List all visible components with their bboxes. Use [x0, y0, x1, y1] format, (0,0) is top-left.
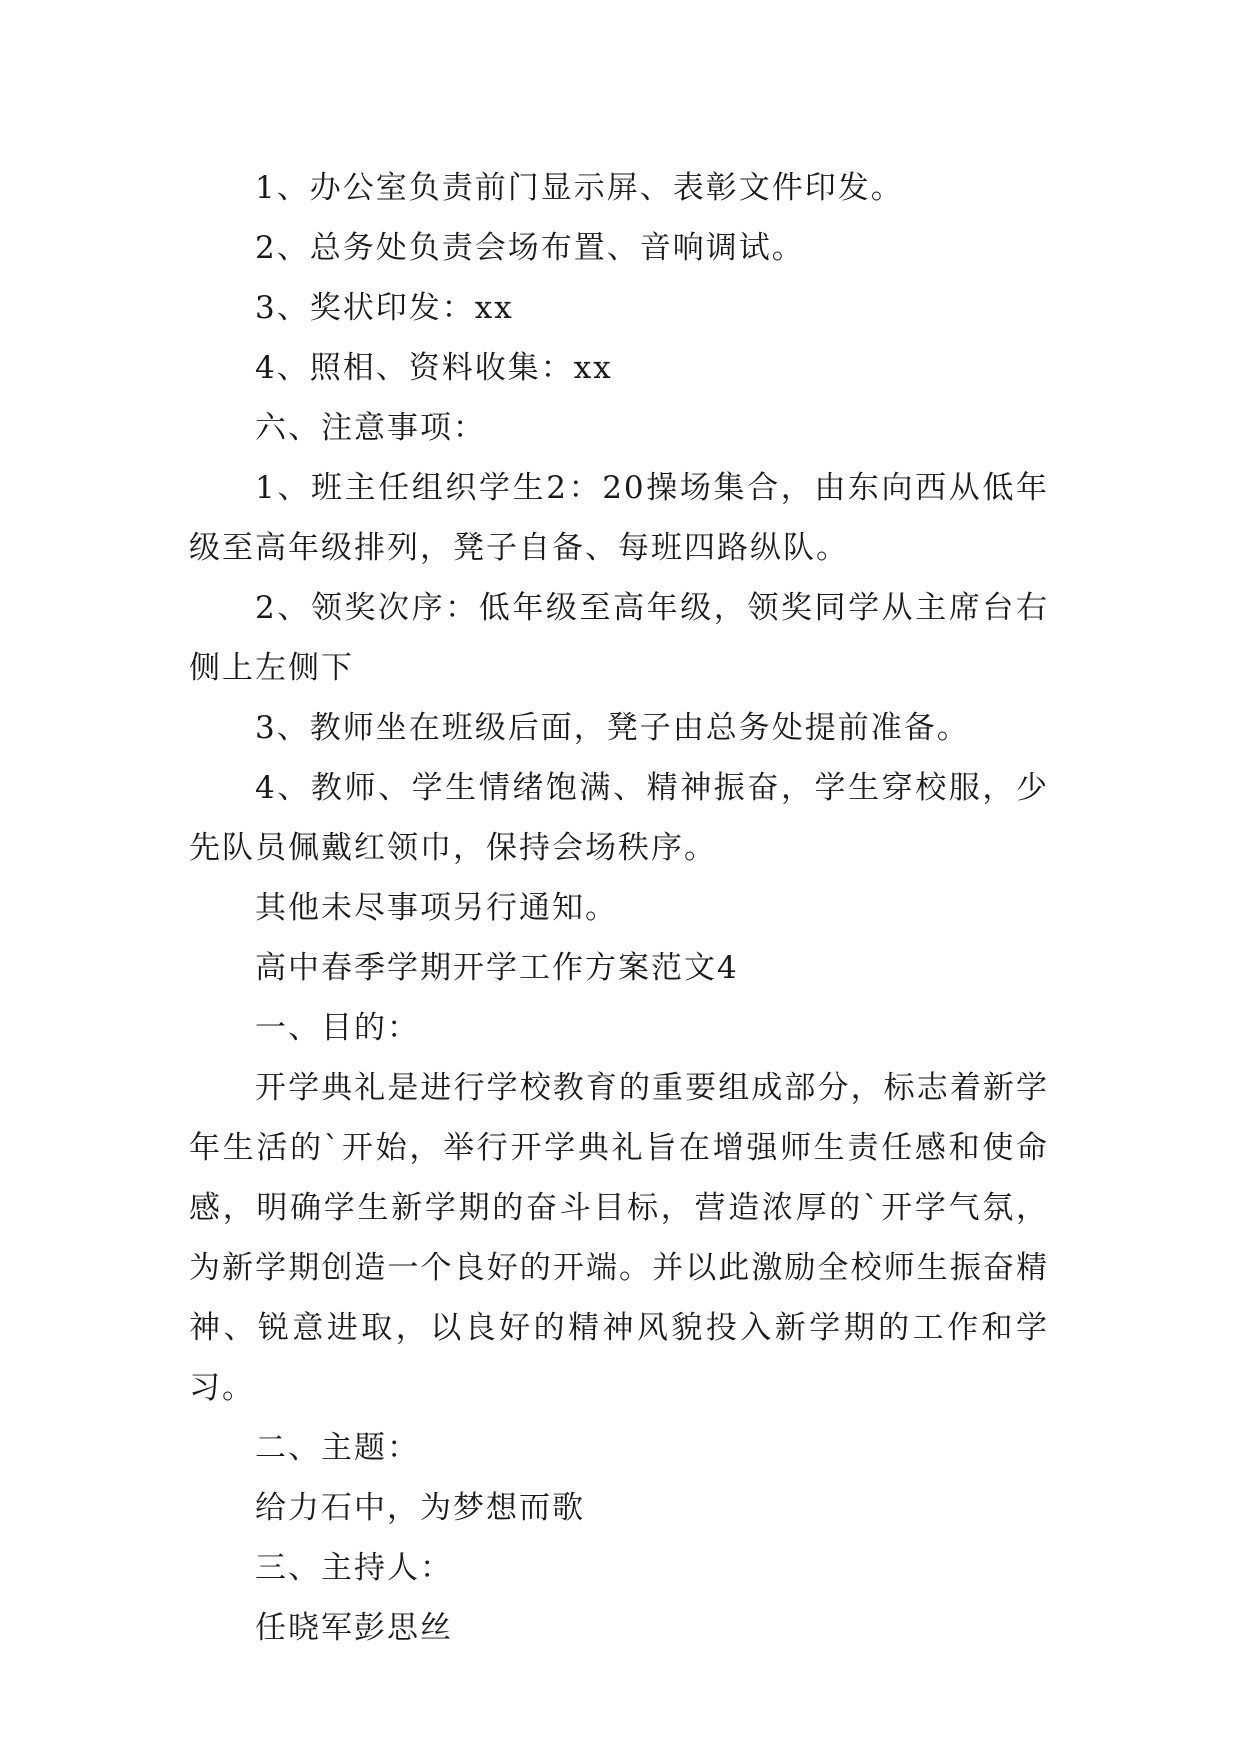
- paragraph-certificate-printing: 3、奖状印发：xx: [255, 290, 514, 326]
- paragraph-general-affairs-duty: 2、总务处负责会场布置、音响调试。: [255, 230, 805, 266]
- paragraph-note-assembly: 1、班主任组织学生2：20操场集合，由东向西从低年级至高年级排列，凳子自备、每班四路纵队。: [189, 470, 1049, 566]
- paragraph-other-notice: 其他未尽事项另行通知。: [255, 890, 618, 926]
- section-heading-theme: 二、主题：: [255, 1430, 420, 1466]
- paragraph-theme-body: 给力石中，为梦想而歌: [255, 1490, 585, 1526]
- paragraph-host-names: 任晓军彭思丝: [255, 1610, 453, 1646]
- section-heading-host: 三、主持人：: [255, 1550, 453, 1586]
- paragraph-note-spirit-uniform: 4、教师、学生情绪饱满、精神振奋，学生穿校服，少先队员佩戴红领巾，保持会场秩序。: [189, 770, 1049, 866]
- paragraph-note-teacher-seating: 3、教师坐在班级后面，凳子由总务处提前准备。: [255, 710, 970, 746]
- paragraph-office-duty: 1、办公室负责前门显示屏、表彰文件印发。: [255, 170, 904, 206]
- document-section-title: 高中春季学期开学工作方案范文4: [255, 950, 739, 986]
- document-body: [189, 158, 1049, 1658]
- section-heading-purpose: 一、目的：: [255, 1010, 420, 1046]
- paragraph-purpose-body: 开学典礼是进行学校教育的重要组成部分，标志着新学年生活的`开始，举行开学典礼旨在增强师生责任感和使命感，明确学生新学期的奋斗目标，营造浓厚的`开学气氛，为新学期创造一个良好的开端。并以此激励全校师生振奋精神、锐意进取，以良好的精神风貌投入新学期的工作和学习。: [189, 1070, 1049, 1406]
- paragraph-photo-materials: 4、照相、资料收集：xx: [255, 350, 613, 386]
- paragraph-note-award-order: 2、领奖次序：低年级至高年级，领奖同学从主席台右侧上左侧下: [189, 590, 1049, 686]
- section-heading-notes: 六、注意事项：: [255, 410, 486, 446]
